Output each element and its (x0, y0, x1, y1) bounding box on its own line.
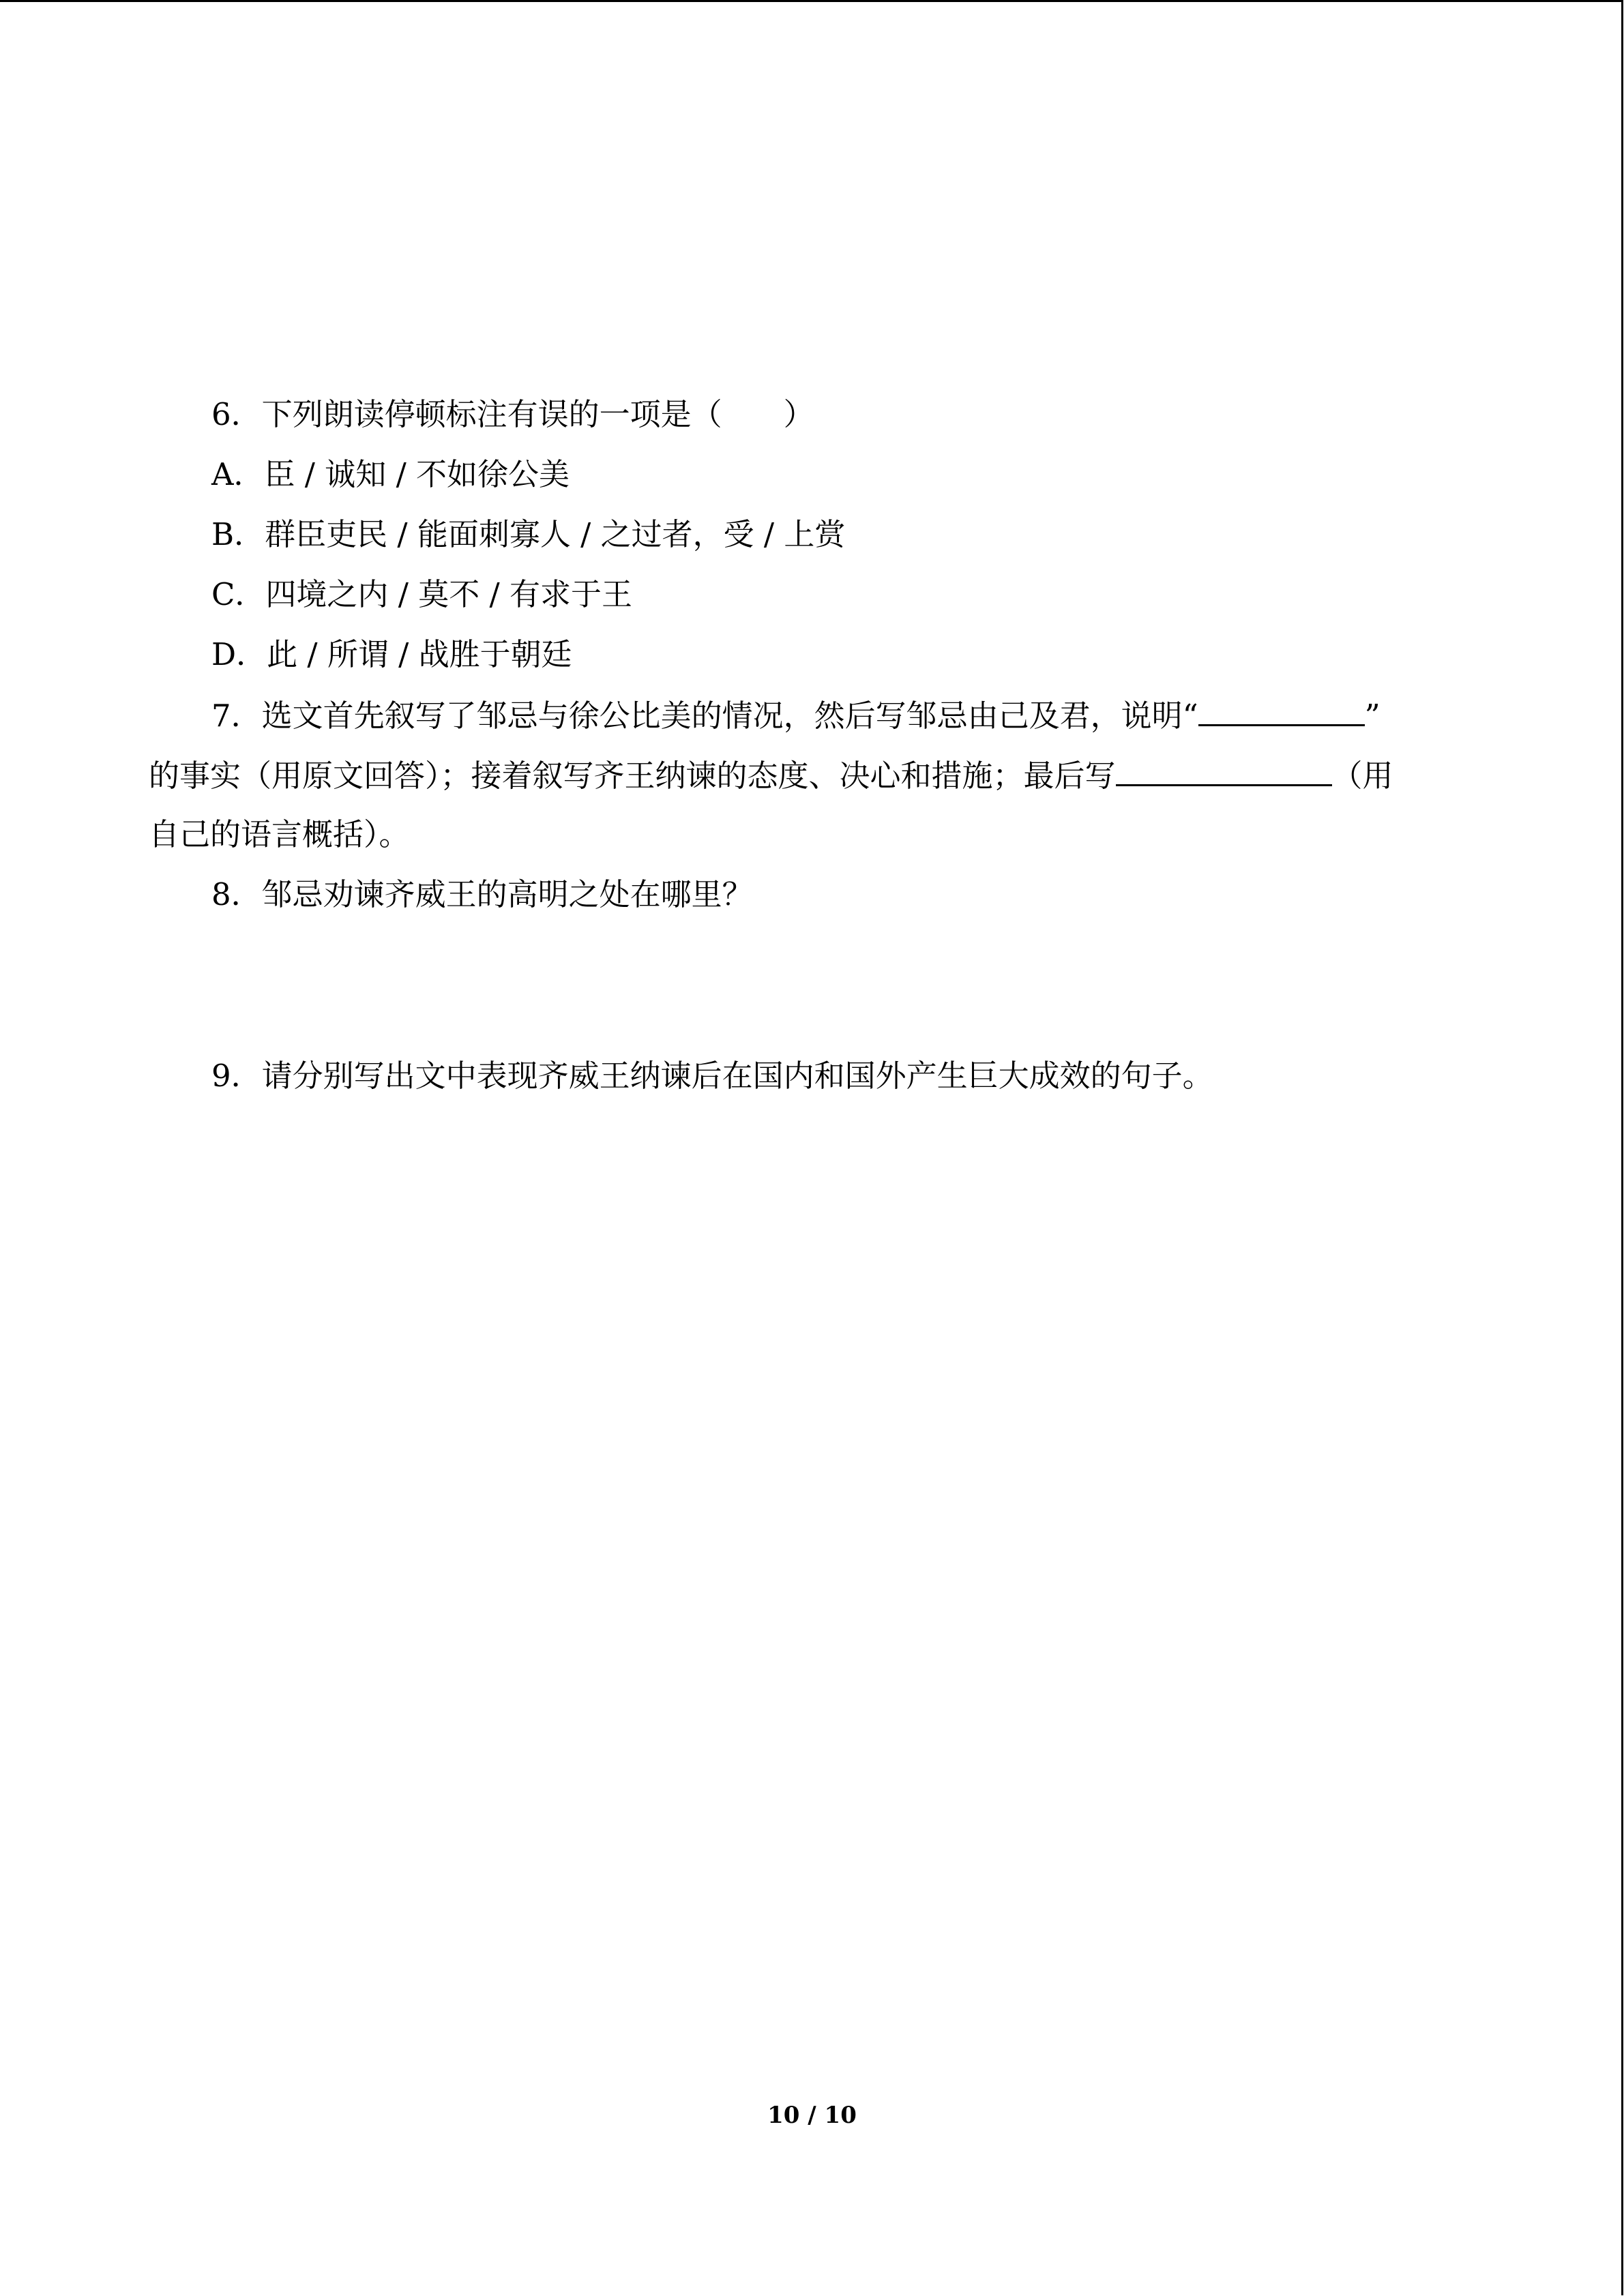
question-7-line-2-close: （用 (1331, 758, 1393, 794)
question-7-line-2-text: 的事实（用原文回答）；接着叙写齐王纳谏的态度、决心和措施；最后写 (149, 758, 1116, 794)
question-6-option-d: D．此 / 所谓 / 战胜于朝廷 (211, 636, 572, 672)
question-9-stem: 9．请分别写出文中表现齐威王纳谏后在国内和国外产生巨大成效的句子。 (211, 1058, 1213, 1094)
question-6-option-b: B．群臣吏民 / 能面刺寡人 / 之过者，受 / 上赏 (211, 516, 846, 552)
question-6-option-c: C．四境之内 / 莫不 / 有求于王 (211, 576, 632, 612)
question-6-option-a: A．臣 / 诚知 / 不如徐公美 (211, 456, 570, 492)
answer-blank-quote[interactable] (1198, 694, 1365, 726)
question-7-line-1 (211, 694, 1381, 736)
question-7-line-3: 自己的语言概括）。 (149, 816, 410, 852)
question-6-stem: 6．下列朗读停顿标注有误的一项是（ ） (211, 396, 814, 432)
question-8-stem: 8．邹忌劝谏齐威王的高明之处在哪里？ (211, 876, 753, 912)
question-7-line-1-text: 7．选文首先叙写了邹忌与徐公比美的情况，然后写邹忌由己及君，说明“ (211, 698, 1198, 734)
page-number: 10 / 10 (767, 2102, 857, 2129)
question-7-line-2 (149, 754, 1393, 796)
question-7-line-1-close: ” (1364, 698, 1381, 734)
answer-blank-summary[interactable] (1116, 754, 1332, 786)
